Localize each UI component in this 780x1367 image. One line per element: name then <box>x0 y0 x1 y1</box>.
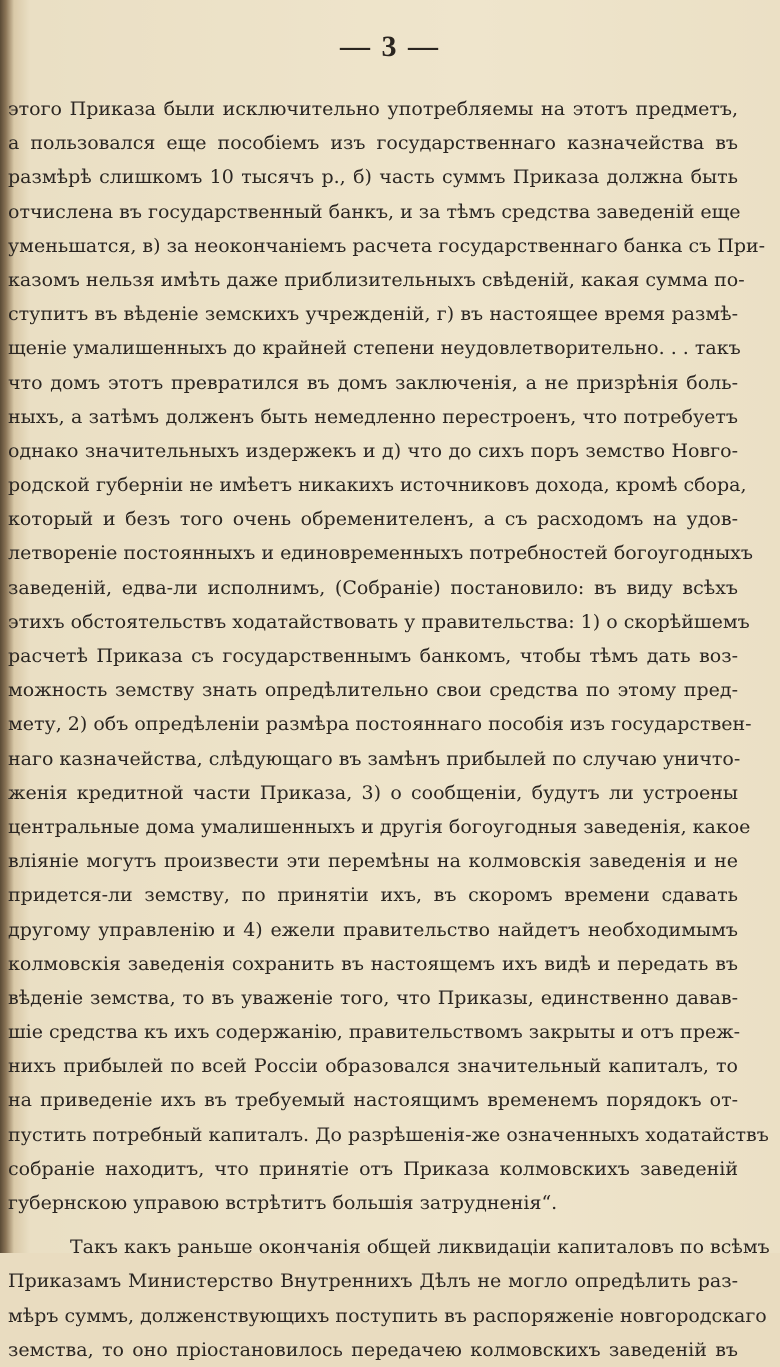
text-line: земства, то оно пріостановилось передачею колмовскихъ заведеній въ <box>8 1338 738 1361</box>
text-line: вѣденіе земства, то въ уваженіе того, что Приказы, единственно давав- <box>8 986 738 1009</box>
text-line: пустить потребный капиталъ. До разрѣшенія-же означенныхъ ходатайствъ <box>8 1123 769 1146</box>
text-line: колмовскія заведенія сохранить въ настоящемъ ихъ видѣ и передать въ <box>8 952 738 975</box>
text-line: нихъ прибылей по всей Россіи образовался значительный капиталъ, то <box>8 1055 738 1078</box>
text-line: центральные дома умалишенныхъ и другія богоугодныя заведенія, какое <box>8 815 751 838</box>
text-line: щеніе умалишенныхъ до крайней степени неудовлетворительно. . . такъ <box>8 337 741 360</box>
text-line: Приказамъ Министерство Внутреннихъ Дѣлъ не могло опредѣлить раз- <box>8 1270 738 1293</box>
text-line: на приведеніе ихъ въ требуемый настоящимъ временемъ порядокъ от- <box>8 1089 738 1112</box>
text-line: казомъ нельзя имѣть даже приблизительныхъ свѣденій, какая сумма по- <box>8 268 745 291</box>
text-line: шіе средства къ ихъ содержанію, правительствомъ закрыты и отъ преж- <box>8 1021 741 1044</box>
text-line: женія кредитной части Приказа, 3) о сообщеніи, будутъ ли устроены <box>8 781 738 804</box>
text-line: ныхъ, а затѣмъ долженъ быть немедленно перестроенъ, что потребуетъ <box>8 405 738 428</box>
text-line: этого Приказа были исключительно употребляемы на этотъ предметъ, <box>8 98 738 120</box>
text-line: однако значительныхъ издержекъ и д) что до сихъ поръ земство Новго- <box>8 439 738 462</box>
text-line: отчислена въ государственный банкъ, и за тѣмъ средства заведеній еще <box>8 200 741 223</box>
body-text <box>8 92 770 1367</box>
text-line: летвореніе постоянныхъ и единовременныхъ потребностей богоугодныхъ <box>8 542 753 565</box>
text-line: этихъ обстоятельствъ ходатайствовать у правительства: 1) о скорѣйшемъ <box>8 610 750 633</box>
text-line: мѣръ суммъ, долженствующихъ поступить въ распоряженіе новгородскаго <box>8 1304 767 1327</box>
text-line: Такъ какъ раньше окончанія общей ликвидаціи капиталовъ по всѣмъ <box>70 1236 770 1259</box>
text-line: который и безъ того очень обременителенъ, а съ расходомъ на удов- <box>8 508 738 531</box>
text-line: вліяніе могутъ произвести эти перемѣны на колмовскія заведенія и не <box>8 850 738 873</box>
text-line: другому управленію и 4) ежели правительство найдетъ необходимымъ <box>8 918 738 941</box>
paragraph-2 <box>8 1230 770 1367</box>
text-line: губернскою управою встрѣтитъ большія затрудненія“. <box>8 1192 558 1214</box>
page-number: — 3 — <box>340 30 440 63</box>
text-line: родской губерніи не имѣетъ никакихъ источниковъ дохода, кромѣ сбора, <box>8 474 747 497</box>
text-line: заведеній, едва-ли исполнимъ, (Собраніе) постановило: въ виду всѣхъ <box>8 576 738 599</box>
text-line: мету, 2) объ опредѣленіи размѣра постояннаго пособія изъ государствен- <box>8 713 752 736</box>
text-line: размѣрѣ слишкомъ 10 тысячъ р., б) часть суммъ Приказа должна быть <box>8 166 738 189</box>
text-line: собраніе находитъ, что принятіе отъ Приказа колмовскихъ заведеній <box>8 1157 738 1180</box>
text-line: можность земству знать опредѣлительно свои средства по этому пред- <box>8 679 738 702</box>
text-line: наго казначейства, слѣдующаго въ замѣнъ прибылей по случаю уничто- <box>8 747 741 770</box>
paragraph-1 <box>8 92 769 1220</box>
text-line: а пользовался еще пособіемъ изъ государственнаго казначейства въ <box>8 132 738 155</box>
text-line: ступитъ въ вѣденіе земскихъ учрежденій, г) въ настоящее время размѣ- <box>8 303 738 326</box>
text-line: уменьшатся, в) за неокончаніемъ расчета государственнаго банка съ При- <box>8 234 766 257</box>
text-line: что домъ этотъ превратился въ домъ заключенія, а не призрѣнія боль- <box>8 371 738 394</box>
text-line: расчетѣ Приказа съ государственнымъ банкомъ, чтобы тѣмъ дать воз- <box>8 645 738 667</box>
text-line: придется-ли земству, по принятіи ихъ, въ скоромъ времени сдавать <box>8 884 738 907</box>
paragraph-gap <box>8 1220 738 1230</box>
